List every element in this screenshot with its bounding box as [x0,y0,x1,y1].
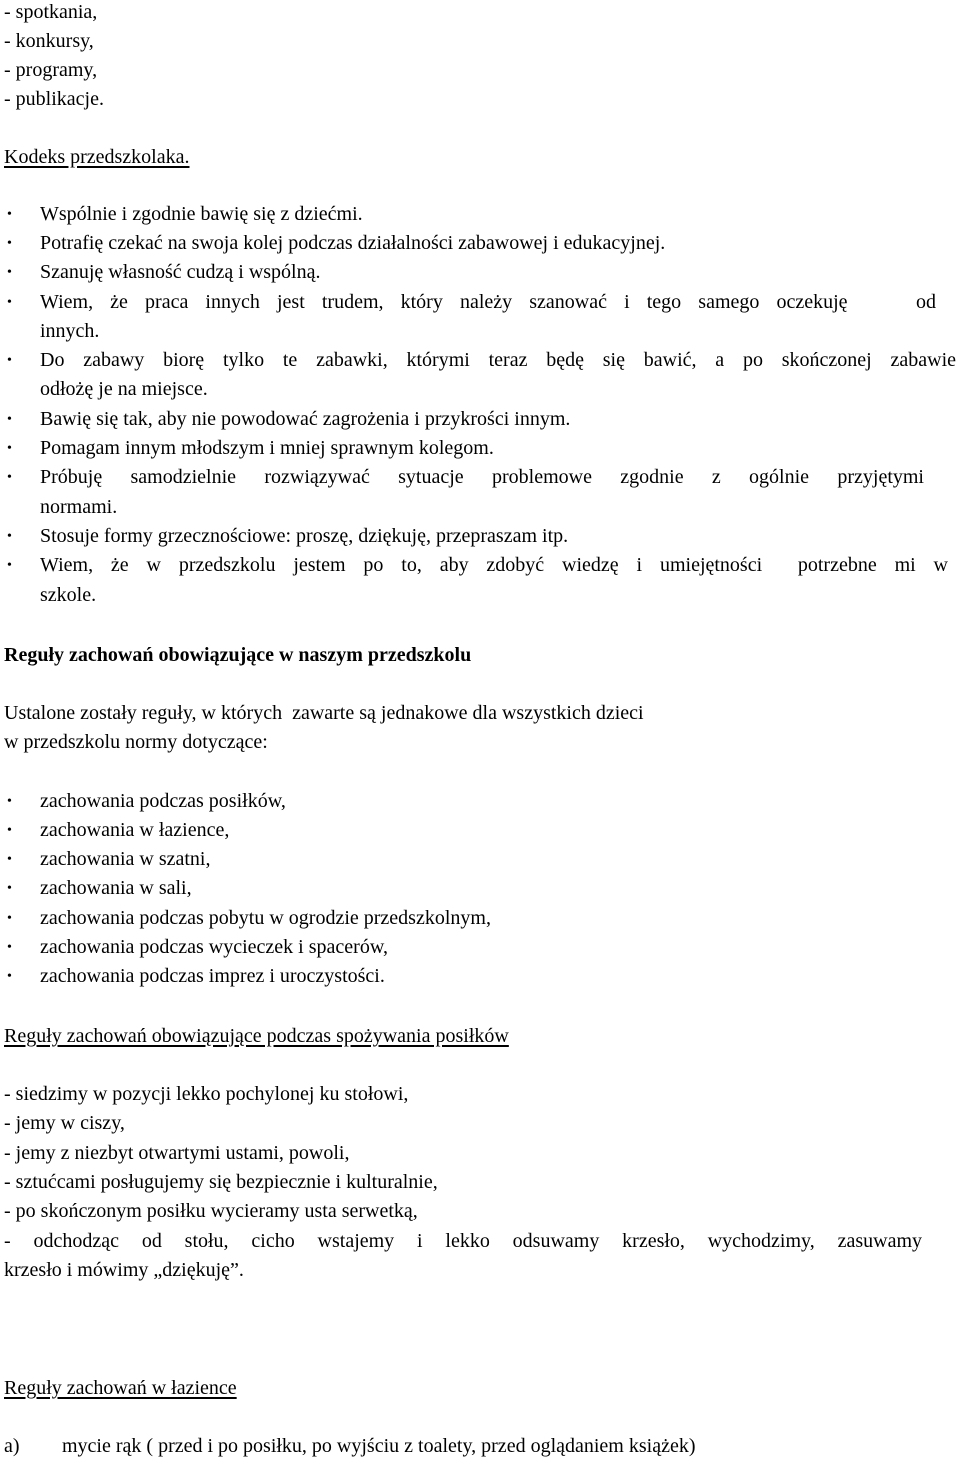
bullet-icon: • [7,412,12,427]
bullet-icon: • [7,295,12,310]
bullet-icon: • [7,265,12,280]
kodeks-item-text: Wspólnie i zgodnie bawię się z dziećmi. [40,203,363,225]
intro-dash-item: - publikacje. [4,88,104,110]
bullet-icon: • [7,207,12,222]
bullet-icon: • [7,852,12,867]
posilki-line: krzesło i mówimy „dziękuję”. [4,1259,244,1281]
kodeks-item-text: Pomagam innym młodszym i mniej sprawnym kolegom. [40,437,494,459]
bullet-icon: • [7,881,12,896]
reguly-item-text: zachowania podczas imprez i uroczystości. [40,965,385,987]
kodeks-item-text: Szanuję własność cudzą i wspólną. [40,261,321,283]
reguly-item-text: zachowania w sali, [40,877,192,899]
kodeks-item-text: odłożę je na miejsce. [40,378,208,400]
reguly-heading: Reguły zachowań obowiązujące w naszym przedszkolu [4,644,472,666]
reguly-item-text: zachowania w łazience, [40,819,230,841]
bullet-icon: • [7,969,12,984]
kodeks-item-text: innych. [40,320,100,342]
kodeks-item-text: normami. [40,496,118,518]
kodeks-item-text: Do zabawy biorę tylko te zabawki, którymi teraz będę się bawić, a po skończonej zabawie [40,349,956,371]
reguly-intro-line: Ustalone zostały reguły, w których zawarte są jednakowe dla wszystkich dzieci [4,702,644,724]
bullet-icon: • [7,441,12,456]
bullet-icon: • [7,940,12,955]
reguly-item-text: zachowania podczas posiłków, [40,790,286,812]
kodeks-item-text: Stosuje formy grzecznościowe: proszę, dziękuję, przepraszam itp. [40,525,569,547]
bullet-icon: • [7,823,12,838]
bullet-icon: • [7,529,12,544]
intro-dash-item: - konkursy, [4,30,94,52]
lazienka-item-text: mycie rąk ( przed i po posiłku, po wyjściu z toalety, przed oglądaniem książek) [62,1435,696,1457]
posilki-line: - jemy z niezbyt otwartymi ustami, powoli, [4,1142,350,1164]
kodeks-item-text: Potrafię czekać na swoja kolej podczas działalności zabawowej i edukacyjnej. [40,232,666,254]
intro-dash-item: - spotkania, [4,1,98,23]
kodeks-heading: Kodeks przedszkolaka. [4,146,190,168]
kodeks-item-text: Próbuję samodzielnie rozwiązywać sytuacje problemowe zgodnie z ogólnie przyjętymi [40,466,924,488]
lazienka-heading: Reguły zachowań w łazience [4,1377,237,1399]
posilki-line: - odchodząc od stołu, cicho wstajemy i lekko odsuwamy krzesło, wychodzimy, zasuwamy [4,1230,922,1252]
kodeks-item-text: Bawię się tak, aby nie powodować zagrożenia i przykrości innym. [40,408,571,430]
reguly-item-text: zachowania podczas wycieczek i spacerów, [40,936,388,958]
posilki-line: - sztućcami posługujemy się bezpiecznie i kulturalnie, [4,1171,438,1193]
posilki-line: - po skończonym posiłku wycieramy usta serwetką, [4,1200,418,1222]
list-marker: a) [4,1435,20,1457]
kodeks-item-text: szkole. [40,584,97,606]
posilki-line: - siedzimy w pozycji lekko pochylonej ku stołowi, [4,1083,409,1105]
bullet-icon: • [7,470,12,485]
bullet-icon: • [7,794,12,809]
reguly-intro-line: w przedszkolu normy dotyczące: [4,731,268,753]
bullet-icon: • [7,558,12,573]
posilki-heading: Reguły zachowań obowiązujące podczas spożywania posiłków [4,1025,509,1047]
posilki-line: - jemy w ciszy, [4,1112,125,1134]
intro-dash-item: - programy, [4,59,98,81]
bullet-icon: • [7,911,12,926]
reguly-item-text: zachowania podczas pobytu w ogrodzie przedszkolnym, [40,907,491,929]
bullet-icon: • [7,353,12,368]
kodeks-item-text: Wiem, że praca innych jest trudem, który należy szanować i tego samego oczekuję od [40,291,936,313]
reguly-item-text: zachowania w szatni, [40,848,211,870]
kodeks-item-text: Wiem, że w przedszkolu jestem po to, aby zdobyć wiedzę i umiejętności potrzebne mi w [40,554,948,576]
bullet-icon: • [7,236,12,251]
